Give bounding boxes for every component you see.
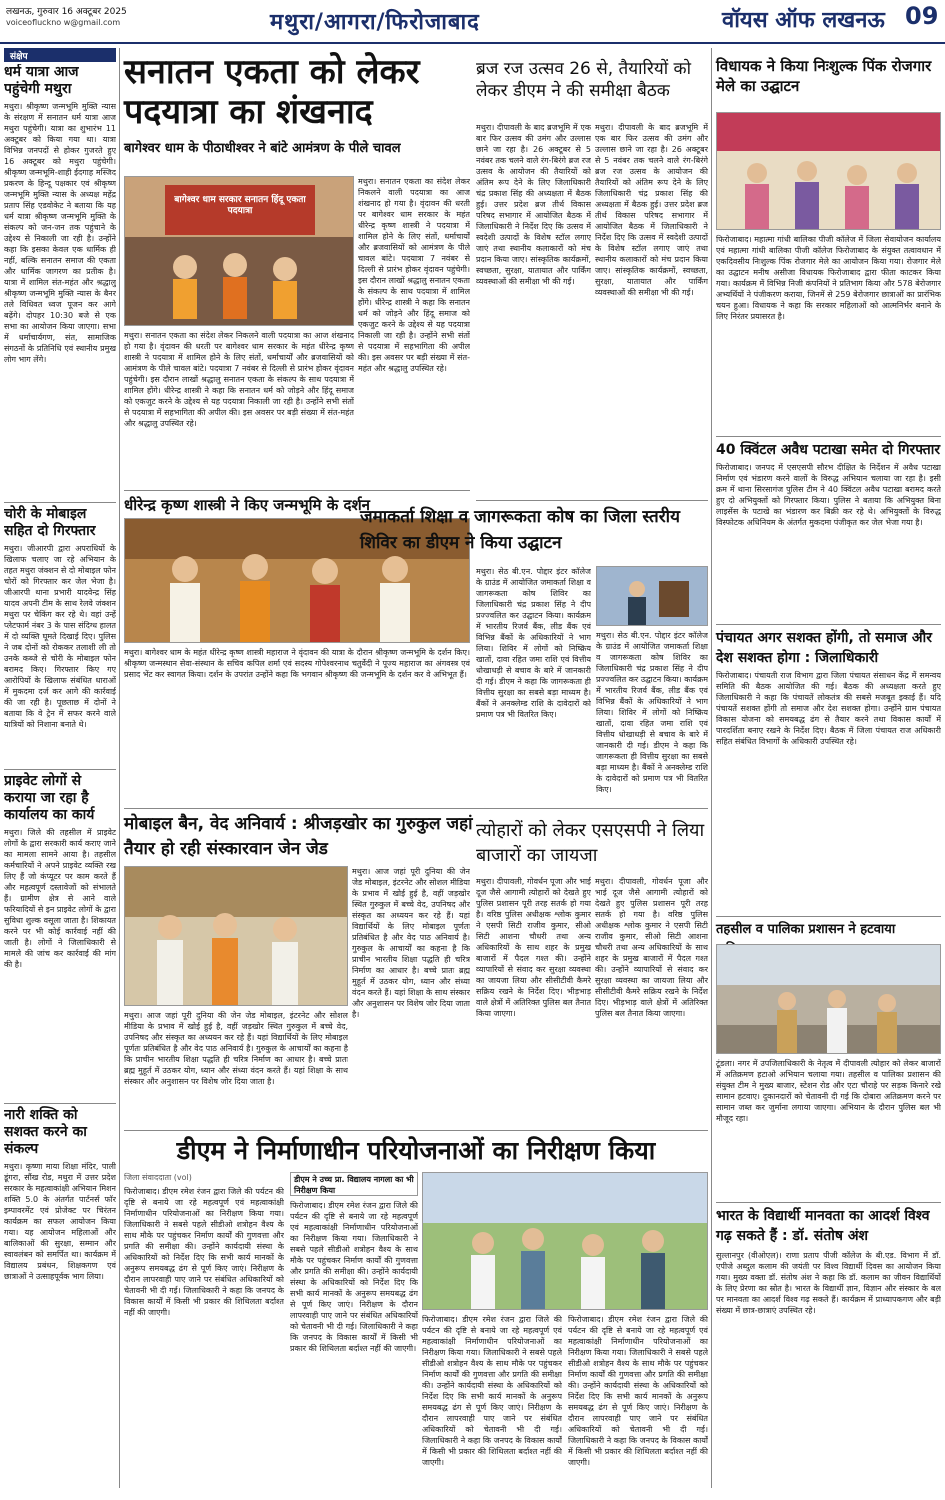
left-column [4,64,116,1484]
right-story-1 [716,56,941,96]
lead-headline: सनातन एकता को लेकर पदयात्रा का शंखनाद [124,52,420,132]
bottom-story [124,1134,708,1168]
section-title: मथुरा/आगरा/फिरोजाबाद [270,10,480,35]
lead-story [124,52,470,156]
pink-fair-photo [716,112,941,230]
ssp-story [476,818,708,868]
jama-body: मथुरा। सेठ बी.एन. पोद्दार इंटर कॉलेज के ग्राउंड में आयोजित जमाकर्ता शिक्षा व जागरूकता कोष शिविर का जिलाधिकारी चंद्र प्रकाश सिंह ने दीप प्रज्ज्वलित कर उद्घाटन किया। कार्यक्रम में भारतीय रिजर्व बैंक, लीड बैंक एवं विभिन्न बैंकों के अधिकारियों ने भाग लिया। शिविर में लोगों को निष्क्रिय खातों, दावा रहित जमा राशि एवं वित्तीय धोखाधड़ी से बचाव के बारे में जानकारी दी गई। डीएम ने कहा कि जागरूकता ही वित्तीय सुरक्षा का सबसे बड़ा माध्यम है। बैंकों ने अनक्लेम्ड राशि के दावेदारों को प्रमाण पत्र भी वितरित किए। [476,567,591,719]
darshan-body: मथुरा। बागेश्वर धाम के महंत धीरेन्द्र कृष्ण शास्त्री महाराज ने वृंदावन की यात्रा के दौरान श्रीकृष्ण जन्मभूमि के दर्शन किए। श्रीकृष्ण जन्मस्थान सेवा-संस्थान के सचिव कपिल शर्मा एवं सदस्य गोपेश्वरनाथ चतुर्वेदी ने पूज्य महाराज का अंगवस्त्र एवं प्रसाद भेंट कर स्वागत किया। दर्शन के उपरांत उन्होंने कहा कि भगवान श्रीकृष्ण की जन्मभूमि के दर्शन कर वे अभिभूत हैं। [124,648,470,679]
ssp-headline: त्योहारों को लेकर एसएसपी ने लिया बाजारों का जायजा [476,820,705,866]
jama-photo-image [597,567,708,626]
encroachment-body: टूंडला। नगर में उपजिलाधिकारी के नेतृत्व में दीपावली त्योहार को लेकर बाजारों में अतिक्रमण हटाओ अभियान चलाया गया। तहसील व पालिका प्रशासन की संयुक्त टीम ने मुख्य बाजार, स्टेशन रोड और एटा चौराहे पर सड़क किनारे रखे सामान हटवाए। दुकानदारों को चेतावनी दी गई कि दोबारा अतिक्रमण करने पर सामान जब्त कर जुर्माना लगाया जाएगा। अभियान के दौरान पुलिस बल भी मौजूद रहा। [716,1059,941,1123]
bottom-headline: डीएम ने निर्माणाधीन परियोजनाओं का निरीक्षण किया [176,1136,656,1165]
bottom-inset-title: डीएम ने उच्च प्रा. विद्यालय नागला का भी निरीक्षण किया [290,1172,418,1196]
lead-photo-banner: बागेश्वर धाम सरकार सनातन हिंदू एकता पदयात्रा [174,195,306,216]
brief-3-title: प्राइवेट लोगों से कराया जा रहा है कार्यालय का कार्य [4,769,116,824]
divider [124,808,708,809]
gurukul-photo [124,866,348,1006]
divider [716,1202,941,1203]
gurukul-headline: मोबाइल बैन, वेद अनिवार्य : श्रीजड़खोर का गुरुकुल जहां तैयार हो रही संस्कारवान जेन जेड [124,814,473,859]
pink-fair-body: फिरोजाबाद। महात्मा गांधी बालिका पीजी कॉलेज में जिला सेवायोजन कार्यालय एवं महात्मा गांधी बालिका पीजी कॉलेज फिरोजाबाद के संयुक्त तत्वावधान में एकदिवसीय निःशुल्क पिंक रोजगार मेले का आयोजन किया गया। रोजगार मेले का उद्घाटन मनीष असीजा विधायक फिरोजाबाद द्वारा फीता काटकर किया गया। कार्यक्रम में विभिन्न निजी कंपनियों ने प्रतिभाग किया और 578 बेरोजगार अभ्यर्थियों ने पंजीकरण कराया, जिनमें से 259 बेरोजगार छात्राओं का प्रारंभिक चयन हुआ। विधायक ने कहा कि सरकार महिलाओं को आत्मनिर्भर बनाने के लिए निरंतर प्रयासरत है। [716,235,941,321]
lead-photo [124,176,354,326]
gurukul-body-b: मथुरा। आज जहां पूरी दुनिया की जेन जेड मोबाइल, इंटरनेट और सोशल मीडिया के प्रभाव में खोई हुई है, वहीं जड़खोर स्थित गुरुकुल में बच्चे वेद, उपनिषद और संस्कृत का अध्ययन कर रहे हैं। यहां विद्यार्थियों के लिए मोबाइल पूर्णतः प्रतिबंधित है और वेद पाठ अनिवार्य है। गुरुकुल के आचार्यों का कहना है कि प्राचीन भारतीय शिक्षा पद्धति ही चरित्र निर्माण का आधार है। बच्चे प्रातः ब्रह्म मुहूर्त में उठकर योग, ध्यान और संध्या वंदन करते हैं। यहां शिक्षा के साथ संस्कार और अनुशासन पर विशेष जोर दिया जाता है। [352,867,470,1019]
ssp-body-b: मथुरा। दीपावली, गोवर्धन पूजा और भाई दूज जैसे आगामी त्योहारों को देखते हुए पुलिस प्रशासन पूरी तरह सतर्क हो गया है। वरिष्ठ पुलिस अधीक्षक श्लोक कुमार ने एसपी सिटी राजीव कुमार, सीओ सिटी आशना चौधरी तथा अन्य अधिकारियों के साथ शहर के प्रमुख बाजारों में पैदल गश्त की। उन्होंने व्यापारियों से संवाद कर सुरक्षा व्यवस्था का जायजा लिया और सीसीटीवी कैमरे सक्रिय रखने के निर्देश दिए। भीड़भाड़ वाले क्षेत्रों में अतिरिक्त पुलिस बल तैनात किया जाएगा। [595,877,708,1018]
divider [124,1130,708,1131]
gurukul-photo-image [125,867,348,1006]
newspaper-brand: वॉयस ऑफ लखनऊ [722,8,885,33]
brief-2-body: मथुरा। जीआरपी द्वारा अपराधियों के खिलाफ चलाए जा रहे अभियान के तहत मथुरा जंक्शन से दो मोबाइल फोन चोरों को गिरफ्तार कर जेल भेजा है। जीआरपी थाना प्रभारी यादवेन्द्र सिंह यादव अपनी टीम के साथ रेलवे जंक्शन मथुरा पर चेकिंग कर रहे थे। वहां उन्हें प्लेटफार्म नंबर 3 के पास संदिग्ध हालत में दो व्यक्ति घूमते दिखाई दिए। पुलिस ने जब दोनों को रोककर तलाशी ली तो उनके कब्जे से चोरी के मोबाइल फोन बरामद किए। गिरफ्तार किए गए आरोपियों के खिलाफ संबंधित धाराओं में मुकदमा दर्ज कर आगे की कार्रवाई की जा रही है। पूछताछ में दोनों ने बताया कि वे ट्रेन में सफर करने वाले यात्रियों को निशाना बनाते थे। [4,544,116,729]
header-email: voiceofluckno w@gmail.com [6,18,121,27]
brief-3-body: मथुरा। जिले की तहसील में प्राइवेट लोगों के द्वारा सरकारी कार्य कराए जाने का मामला सामने आया है। तहसील कर्मचारियों ने अपने प्राइवेट व्यक्ति रख लिए हैं जो कंप्यूटर पर काम करते हैं और महत्वपूर्ण दस्तावेजों को संभालते हैं। ग्रामीण क्षेत्र से आने वाले फरियादियों से इन प्राइवेट लोगों के द्वारा सुविधा शुल्क वसूला जाता है। शिकायत करने पर भी कोई कार्रवाई नहीं की जाती है। लोगों ने जिलाधिकारी से मामले की जांच कर कार्रवाई की मांग की है। [4,828,116,969]
bottom-dateline: जिला संवाददाता (vol) [124,1173,192,1182]
brajraj-body-a: मथुरा। दीपावली के बाद ब्रजभूमि में एक बार फिर उत्सव की उमंग और उल्लास छाने जा रहा है। 26 अक्टूबर से 5 नवंबर तक चलने वाले रंग-बिरंगे ब्रज रज उत्सव के आयोजन की तैयारियों को अंतिम रूप देने के लिए जिलाधिकारी चंद्र प्रकाश सिंह की अध्यक्षता में बैठक हुई। उत्तर प्रदेश ब्रज तीर्थ विकास परिषद सभागार में आयोजित बैठक में जिलाधिकारी ने निर्देश दिए कि उत्सव में स्वदेशी उत्पादों के विशेष स्टॉल लगाए जाएं तथा स्थानीय कलाकारों को मंच प्रदान किया जाए। सांस्कृतिक कार्यक्रमों, स्वच्छता, सुरक्षा, यातायात और पार्किंग व्यवस्थाओं की समीक्षा भी की गई। [476,123,591,286]
bottom-body-d: फिरोजाबाद। डीएम रमेश रंजन द्वारा जिले की पर्यटन की दृष्टि से बनाये जा रहे महत्वपूर्ण एवं महत्वाकांक्षी निर्माणाधीन परियोजनाओं का निरीक्षण किया गया। जिलाधिकारी ने सबसे पहले सीडीओ शत्रोहन वैश्य के साथ मौके पर पहुंचकर निर्माण कार्यों की गुणवत्ता और प्रगति की समीक्षा की। उन्होंने कार्यदायी संस्था के अधिकारियों को निर्देश दिए कि सभी कार्य मानकों के अनुरूप समयबद्ध ढंग से पूर्ण किए जाएं। निरीक्षण के दौरान लापरवाही पाए जाने पर संबंधित अधिकारियों को चेतावनी भी दी गई। जिलाधिकारी ने कहा कि जनपद के विकास कार्यों में किसी भी प्रकार की शिथिलता बर्दाश्त नहीं की जाएगी। [568,1315,708,1467]
bottom-body-a: फिरोजाबाद। डीएम रमेश रंजन द्वारा जिले की पर्यटन की दृष्टि से बनाये जा रहे महत्वपूर्ण एवं महत्वाकांक्षी निर्माणाधीन परियोजनाओं का निरीक्षण किया गया। जिलाधिकारी ने सबसे पहले सीडीओ शत्रोहन वैश्य के साथ मौके पर पहुंचकर निर्माण कार्यों की गुणवत्ता और प्रगति की समीक्षा की। उन्होंने कार्यदायी संस्था के अधिकारियों को निर्देश दिए कि सभी कार्य मानकों के अनुरूप समयबद्ध ढंग से पूर्ण किए जाएं। निरीक्षण के दौरान लापरवाही पाए जाने पर संबंधित अधिकारियों को चेतावनी भी दी गई। जिलाधिकारी ने कहा कि जनपद के विकास कार्यों में किसी भी प्रकार की शिथिलता बर्दाश्त नहीं की जाएगी। [124,1187,284,1317]
brief-1-title: धर्म यात्रा आज पहुंचेगी मथुरा [4,64,79,97]
bottom-body-c: फिरोजाबाद। डीएम रमेश रंजन द्वारा जिले की पर्यटन की दृष्टि से बनाये जा रहे महत्वपूर्ण एवं महत्वाकांक्षी निर्माणाधीन परियोजनाओं का निरीक्षण किया गया। जिलाधिकारी ने सबसे पहले सीडीओ शत्रोहन वैश्य के साथ मौके पर पहुंचकर निर्माण कार्यों की गुणवत्ता और प्रगति की समीक्षा की। उन्होंने कार्यदायी संस्था के अधिकारियों को निर्देश दिए कि सभी कार्य मानकों के अनुरूप समयबद्ध ढंग से पूर्ण किए जाएं। निरीक्षण के दौरान लापरवाही पाए जाने पर संबंधित अधिकारियों को चेतावनी भी दी गई। जिलाधिकारी ने कहा कि जनपद के विकास कार्यों में किसी भी प्रकार की शिथिलता बर्दाश्त नहीं की जाएगी। [422,1315,562,1467]
encroachment-photo [716,944,941,1054]
gurukul-story [124,812,474,862]
encroachment-headline: तहसील व पालिका प्रशासन ने हटवाया [716,922,896,937]
lead-subhead: बागेश्वर धाम के पीठाधीश्वर ने बांटे आमंत्रण के पीले चावल [124,141,401,156]
encroachment-photo-image [717,945,941,1054]
right-story-5 [716,1206,941,1246]
bottom-body-b: फिरोजाबाद। डीएम रमेश रंजन द्वारा जिले की पर्यटन की दृष्टि से बनाये जा रहे महत्वपूर्ण एवं महत्वाकांक्षी निर्माणाधीन परियोजनाओं का निरीक्षण किया गया। जिलाधिकारी ने सबसे पहले सीडीओ शत्रोहन वैश्य के साथ मौके पर पहुंचकर निर्माण कार्यों की गुणवत्ता और प्रगति की समीक्षा की। उन्होंने कार्यदायी संस्था के अधिकारियों को निर्देश दिए कि सभी कार्य मानकों के अनुरूप समयबद्ध ढंग से पूर्ण किए जाएं। निरीक्षण के दौरान लापरवाही पाए जाने पर संबंधित अधिकारियों को चेतावनी भी दी गई। जिलाधिकारी ने कहा कि जनपद के विकास कार्यों में किसी भी प्रकार की शिथिलता बर्दाश्त नहीं की जाएगी। [290,1201,418,1353]
header-date: लखनऊ, गुरुवार 16 अक्टूबर 2025 [6,7,127,17]
brajraj-body-b: मथुरा। दीपावली के बाद ब्रजभूमि में एक बार फिर उत्सव की उमंग और उल्लास छाने जा रहा है। 26 अक्टूबर से 5 नवंबर तक चलने वाले रंग-बिरंगे ब्रज रज उत्सव के आयोजन की तैयारियों को अंतिम रूप देने के लिए जिलाधिकारी चंद्र प्रकाश सिंह की अध्यक्षता में बैठक हुई। उत्तर प्रदेश ब्रज तीर्थ विकास परिषद सभागार में आयोजित बैठक में जिलाधिकारी ने निर्देश दिए कि उत्सव में स्वदेशी उत्पादों के विशेष स्टॉल लगाए जाएं तथा स्थानीय कलाकारों को मंच प्रदान किया जाए। सांस्कृतिक कार्यक्रमों, स्वच्छता, सुरक्षा, यातायात और पार्किंग व्यवस्थाओं की समीक्षा भी की गई। [595,123,708,297]
pink-fair-photo-image [717,113,941,230]
jama-headline: जमाकर्ता शिक्षा व जागरूकता कोष का जिला स्तरीय शिविर का डीएम ने किया उद्घाटन [360,507,680,553]
brief-4-body: मथुरा। कृष्णा माया शिक्षा मंदिर, पाली डूंगरा, सौंख रोड, मथुरा में उत्तर प्रदेश सरकार के महत्वाकांक्षी अभियान मिशन शक्ति 5.0 के अंतर्गत पार्टनर्स फॉर इम्पावरमेंट एवं प्रोजेक्ट पर चिरंतन कार्यक्रम का सफल आयोजन किया गया। यह आयोजन महिलाओं और बालिकाओं की सुरक्षा, सम्मान और स्वावलंबन को समर्पित था। कार्यक्रम में विद्यालय प्रबंधन, शिक्षकगण एवं छात्राओं ने उत्साहपूर्वक भाग लिया। [4,1162,116,1281]
bottom-photo-image [423,1173,708,1310]
brajraj-story [476,58,708,102]
page-number: 09 [905,2,939,30]
right-story-3 [716,628,941,668]
jama-photo [596,566,708,626]
column-rule [711,48,712,1488]
panchayat-body: फिरोजाबाद। पंचायती राज विभाग द्वारा जिला पंचायत संसाधन केंद्र में समन्वय समिति की बैठक आयोजित की गई। बैठक की अध्यक्षता करते हुए जिलाधिकारी ने कहा कि पंचायतें लोकतंत्र की सबसे मजबूत इकाई हैं। यदि पंचायतें सशक्त होंगी तो समाज और देश सशक्त होगा। उन्होंने ग्राम पंचायत विकास योजना को समयबद्ध ढंग से तैयार करने तथा विकास कार्यों में पारदर्शिता बनाए रखने के निर्देश दिए। बैठक में जिला पंचायत राज अधिकारी सहित संबंधित विभागों के अधिकारी उपस्थित रहे। [716,671,941,746]
divider [716,916,941,917]
brief-4-title: नारी शक्ति को सशक्त करने का संकल्प [4,1103,116,1158]
divider [124,490,470,491]
students-body: सुल्तानपुर (वीओएल)। राणा प्रताप पीजी कॉलेज के बी.एड. विभाग में डॉ. एपीजे अब्दुल कलाम की जयंती पर विश्व विद्यार्थी दिवस का आयोजन किया गया। मुख्य वक्ता डॉ. संतोष अंश ने कहा कि डॉ. कलाम का जीवन विद्यार्थियों के लिए प्रेरणा का स्रोत है। भारत के विद्यार्थी ज्ञान, विज्ञान और संस्कार के बल पर मानवता का आदर्श विश्व गढ़ सकते हैं। कार्यक्रम में प्राध्यापकगण और बड़ी संख्या में छात्र-छात्राएं उपस्थित रहे। [716,1251,941,1315]
panchayat-headline: पंचायत अगर सशक्त होंगी, तो समाज और देश सशक्त होगा : जिलाधिकारी [716,630,932,666]
divider [476,500,708,501]
lead-body-left: मथुरा। सनातन एकता का संदेश लेकर निकलने वाली पदयात्रा का आज शंखनाद हो गया है। वृंदावन की धरती पर बागेश्वर धाम सरकार के महंत धीरेन्द्र कृष्ण शास्त्री ने पदयात्रा में शामिल होने के लिए संतों, धर्माचार्यों और ब्रजवासियों को आमंत्रण के पीले चावल बांटे। पदयात्रा 7 नवंबर से दिल्ली से प्रारंभ होकर वृंदावन पहुंचेगी। इस दौरान लाखों श्रद्धालु सनातन एकता के संकल्प के साथ पदयात्रा में शामिल होंगे। धीरेन्द्र शास्त्री ने कहा कि सनातन धर्म को जोड़ने और हिंदू समाज को एकजुट करने के उद्देश्य से यह पदयात्रा निकाली जा रही है। उन्होंने सभी संतों से पदयात्रा में सहभागिता की अपील की। इस अवसर पर बड़ी संख्या में संत-महंत और श्रद्धालु उपस्थित रहे। [124,331,354,428]
divider [716,436,941,437]
gurukul-body-a: मथुरा। आज जहां पूरी दुनिया की जेन जेड मोबाइल, इंटरनेट और सोशल मीडिया के प्रभाव में खोई हुई है, वहीं जड़खोर स्थित गुरुकुल में बच्चे वेद, उपनिषद और संस्कृत का अध्ययन कर रहे हैं। यहां विद्यार्थियों के लिए मोबाइल पूर्णतः प्रतिबंधित है और वेद पाठ अनिवार्य है। गुरुकुल के आचार्यों का कहना है कि प्राचीन भारतीय शिक्षा पद्धति ही चरित्र निर्माण का आधार है। बच्चे प्रातः ब्रह्म मुहूर्त में उठकर योग, ध्यान और संध्या वंदन करते हैं। यहां शिक्षा के साथ संस्कार और अनुशासन पर विशेष जोर दिया जाता है। [124,1011,348,1086]
brajraj-headline: ब्रज रज उत्सव 26 से, तैयारियों को लेकर डीएम ने की समीक्षा बैठक [476,59,691,101]
pink-fair-headline: विधायक ने किया निःशुल्क पिंक रोजगार मेले का उद्घाटन [716,57,932,95]
ssp-body-a: मथुरा। दीपावली, गोवर्धन पूजा और भाई दूज जैसे आगामी त्योहारों को देखते हुए पुलिस प्रशासन पूरी तरह सतर्क हो गया है। वरिष्ठ पुलिस अधीक्षक श्लोक कुमार ने एसपी सिटी राजीव कुमार, सीओ सिटी आशना चौधरी तथा अन्य अधिकारियों के साथ शहर के प्रमुख बाजारों में पैदल गश्त की। उन्होंने व्यापारियों से संवाद कर सुरक्षा व्यवस्था का जायजा लिया और सीसीटीवी कैमरे सक्रिय रखने के निर्देश दिए। भीड़भाड़ वाले क्षेत्रों में अतिरिक्त पुलिस बल तैनात किया जाएगा। [476,877,591,1018]
divider [716,624,941,625]
brief-tag: संक्षेप [4,48,116,62]
brief-2-title: चोरी के मोबाइल सहित दो गिरफ्तार [4,502,116,540]
right-story-2 [716,440,941,460]
firecracker-headline: 40 क्विंटल अवैध पटाखा समेत दो गिरफ्तार [716,442,941,458]
jama-body-2: मथुरा। सेठ बी.एन. पोद्दार इंटर कॉलेज के ग्राउंड में आयोजित जमाकर्ता शिक्षा व जागरूकता कोष शिविर का जिलाधिकारी चंद्र प्रकाश सिंह ने दीप प्रज्ज्वलित कर उद्घाटन किया। कार्यक्रम में भारतीय रिजर्व बैंक, लीड बैंक एवं विभिन्न बैंकों के अधिकारियों ने भाग लिया। शिविर में लोगों को निष्क्रिय खातों, दावा रहित जमा राशि एवं वित्तीय धोखाधड़ी से बचाव के बारे में जानकारी दी गई। डीएम ने कहा कि जागरूकता ही वित्तीय सुरक्षा का सबसे बड़ा माध्यम है। बैंकों ने अनक्लेम्ड राशि के दावेदारों को प्रमाण पत्र भी वितरित किए। [596,631,708,794]
jb-darshan-headline: धीरेन्द्र कृष्ण शास्त्री ने किए जन्मभूमि के दर्शन [124,496,370,514]
students-headline: भारत के विद्यार्थी मानवता का आदर्श विश्व गढ़ सकते हैं : डॉ. संतोष अंश [716,1208,930,1244]
firecracker-body: फिरोजाबाद। जनपद में एसएसपी सौरभ दीक्षित के निर्देशन में अवैध पटाखा निर्माण एवं भंडारण करने वालों के विरुद्ध अभियान चलाया जा रहा है। इसी क्रम में थाना सिरसागंज पुलिस टीम ने 40 क्विंटल अवैध पटाखा बरामद करते हुए दो अभियुक्तों को गिरफ्तार किया। पुलिस ने बताया कि अभियुक्त बिना लाइसेंस के पटाखे का भंडारण कर बिक्री कर रहे थे। अभियुक्तों के विरुद्ध विस्फोटक अधिनियम के अंतर्गत मुकदमा पंजीकृत कर जेल भेजा गया है। [716,463,941,527]
brief-1-body: मथुरा। श्रीकृष्ण जन्मभूमि मुक्ति न्यास के संरक्षण में सनातन धर्म यात्रा आज मथुरा पहुंचेगी। यात्रा का शुभारंभ 11 अक्टूबर को किया गया था। यात्रा विभिन्न जनपदों से होकर गुजरते हुए 16 अक्टूबर को मथुरा पहुंचेगी। श्रीकृष्ण जन्मभूमि-शाही ईदगाह मस्जिद प्रकरण के हिन्दू पक्षकार एवं श्रीकृष्ण जन्मभूमि मुक्ति न्यास के अध्यक्ष महेंद्र प्रताप सिंह एडवोकेट ने बताया कि यह धर्म यात्रा श्रीकृष्ण जन्मभूमि मुक्ति के संकल्प को जन-जन तक पहुंचाने के उद्देश्य से निकाली जा रही है। उन्होंने कहा कि इसका केवल एक धार्मिक ही नहीं, बल्कि सनातन समाज की एकता और धार्मिक जागरण का प्रतीक है। यात्रा में शामिल संत-महंत और श्रद्धालु श्रीकृष्ण जन्मभूमि मुक्ति न्यास के बैनर तले विधिवत ध्वज पूजन कर आगे बढ़ेंगे। दोपहर 10:30 बजे से एक सभा का आयोजन किया जाएगा। सभा में धर्माचार्यगण, संत, सामाजिक संगठनों के प्रतिनिधि एवं स्थानीय प्रमुख लोग भाग लेंगे। [4,102,116,364]
bottom-photo [422,1172,708,1310]
lead-body-right: मथुरा। सनातन एकता का संदेश लेकर निकलने वाली पदयात्रा का आज शंखनाद हो गया है। वृंदावन की धरती पर बागेश्वर धाम सरकार के महंत धीरेन्द्र कृष्ण शास्त्री ने पदयात्रा में शामिल होने के लिए संतों, धर्माचार्यों और ब्रजवासियों को आमंत्रण के पीले चावल बांटे। पदयात्रा 7 नवंबर से दिल्ली से प्रारंभ होकर वृंदावन पहुंचेगी। इस दौरान लाखों श्रद्धालु सनातन एकता के संकल्प के साथ पदयात्रा में शामिल होंगे। धीरेन्द्र शास्त्री ने कहा कि सनातन धर्म को जोड़ने और हिंदू समाज को एकजुट करने के उद्देश्य से यह पदयात्रा निकाली जा रही है। उन्होंने सभी संतों से पदयात्रा में सहभागिता की अपील की। इस अवसर पर बड़ी संख्या में संत-महंत और श्रद्धालु उपस्थित रहे। [358,177,470,373]
page-header [0,0,945,44]
jama-story [360,504,708,556]
column-rule [119,48,120,1488]
